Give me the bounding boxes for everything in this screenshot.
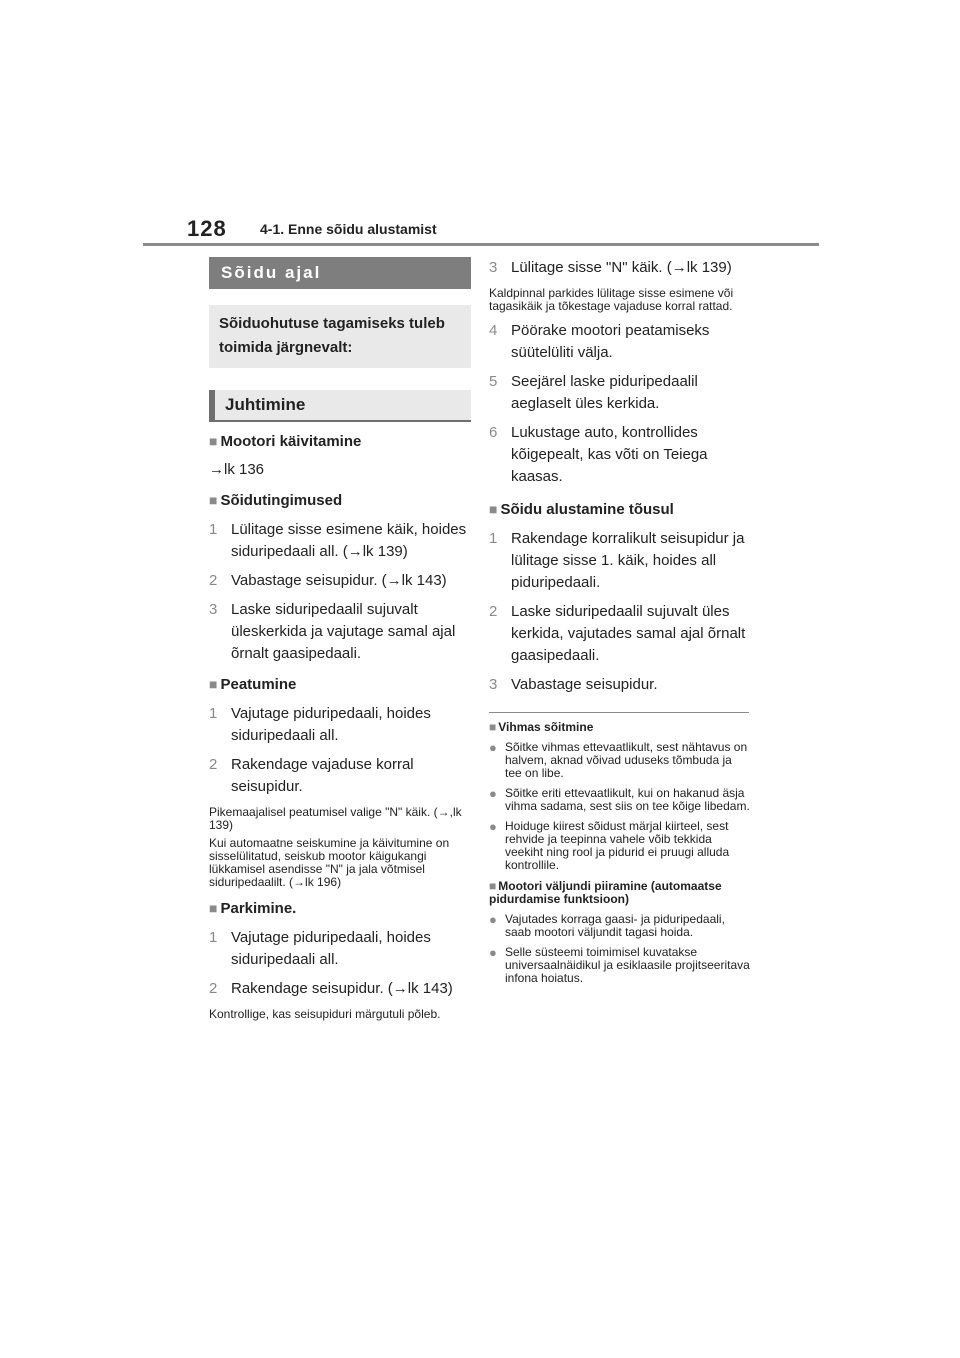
list-item: 2 Vabastage seisupidur. (→lk 143) — [209, 572, 447, 589]
start-heading: ■ Mootori käivitamine — [209, 433, 362, 450]
left-column — [209, 257, 471, 1021]
list-item: ● Sõitke vihmas ettevaatlikult, sest nähtavus on halvem, aknad võivad uduseks tõmbuda ja tee on libe. — [489, 740, 748, 780]
page-number: 128 — [187, 216, 227, 241]
circle-bullet-icon: ● — [489, 912, 497, 927]
stopping-note: Pikemaajalisel peatumisel valige "N" käik. (→,lk 139) — [209, 805, 462, 832]
subsection-rule — [209, 420, 471, 422]
right-column — [489, 257, 751, 985]
list-item: ● Sõitke eriti ettevaatlikult, kui on hakanud äsja vihma sadama, sest siis on tee kõige libedam. — [489, 786, 750, 813]
chapter-title: Sõidu ajal — [209, 257, 471, 289]
conditions-heading: ■ Sõidutingimused — [209, 492, 343, 509]
list-item: 1 Lülitage sisse esimene käik, hoides siduripedaali all. (→lk 139) — [209, 521, 467, 560]
square-bullet-icon: ■ — [209, 676, 218, 692]
circle-bullet-icon: ● — [489, 786, 497, 801]
square-bullet-icon: ■ — [489, 501, 498, 517]
list-item: 2 Laske siduripedaalil sujuvalt üles kerkida, vajutades samal ajal õrnalt gaasipedaali. — [489, 603, 746, 664]
output-limit-heading: ■ Mootori väljundi piiramine (automaatse pidurdamise funktsioon) — [489, 879, 722, 906]
rain-heading: ■ Vihmas sõitmine — [489, 720, 594, 734]
list-item: ● Selle süsteemi toimimisel kuvatakse universaalnäidikul ja esiklaasile projitseeritava infona hoiatus. — [489, 945, 750, 985]
header-rule — [143, 243, 819, 246]
auto-stop-note: Kui automaatne seiskumine ja käivitumine on sisselülitatud, seiskub mootor käigukangi lükkamisel asendisse "N" ja jala võtmisel siduripedaalilt. (→lk 196) — [209, 836, 450, 889]
uphill-heading: ■ Sõidu alustamine tõusul — [489, 501, 674, 518]
slope-parking-note: Kaldpinnal parkides lülitage sisse esimene või tagasikäik ja tõkestage vajaduse korral rattad. — [489, 286, 734, 313]
list-item: 3 Lülitage sisse "N" käik. (→lk 139) — [489, 259, 732, 276]
parking-note: Kontrollige, kas seisupiduri märgutuli põleb. — [209, 1007, 441, 1021]
intro-box: Sõiduohutuse tagamiseks tuleb toimida järgnevalt: — [209, 305, 471, 368]
list-item: 2 Rakendage seisupidur. (→lk 143) — [209, 980, 453, 997]
list-item: ● Hoiduge kiirest sõidust märjal kiirteel, sest rehvide ja teepinna vahele võib tekkida veekiht ning rool ja pidurid ei pruugi alluda kontrollile. — [489, 819, 730, 872]
section-title: 4-1. Enne sõidu alustamist — [260, 221, 437, 237]
circle-bullet-icon: ● — [489, 819, 497, 834]
list-item: 5 Seejärel laske piduripedaalil aeglaselt üles kerkida. — [489, 373, 698, 412]
square-bullet-icon: ■ — [209, 900, 218, 916]
square-bullet-icon: ■ — [489, 720, 497, 734]
list-item: 1 Vajutage piduripedaali, hoides siduripedaali all. — [209, 929, 431, 968]
circle-bullet-icon: ● — [489, 945, 497, 960]
circle-bullet-icon: ● — [489, 740, 497, 755]
subsection-title: Juhtimine — [209, 390, 471, 420]
section-divider — [489, 712, 749, 713]
square-bullet-icon: ■ — [209, 433, 218, 449]
start-reference: →lk 136 — [209, 461, 265, 478]
square-bullet-icon: ■ — [489, 879, 497, 893]
list-item: 6 Lukustage auto, kontrollides kõigepealt, kas võti on Teiega kaasas. — [489, 424, 708, 485]
list-item: 1 Rakendage korralikult seisupidur ja lülitage sisse 1. käik, hoides all piduripedaali. — [489, 530, 745, 591]
list-item: 3 Laske siduripedaalil sujuvalt üleskerkida ja vajutage samal ajal õrnalt gaasipedaali. — [209, 601, 456, 662]
parking-heading: ■ Parkimine. — [209, 900, 297, 917]
list-item: 4 Pöörake mootori peatamiseks süütelüliti välja. — [489, 322, 710, 361]
list-item: 3 Vabastage seisupidur. — [489, 676, 658, 693]
list-item: 2 Rakendage vajaduse korral seisupidur. — [209, 756, 414, 795]
list-item: ● Vajutades korraga gaasi- ja piduripedaali, saab mootori väljundit tagasi hoida. — [489, 912, 725, 939]
list-item: 1 Vajutage piduripedaali, hoides siduripedaali all. — [209, 705, 431, 744]
stopping-heading: ■ Peatumine — [209, 676, 297, 693]
square-bullet-icon: ■ — [209, 492, 218, 508]
